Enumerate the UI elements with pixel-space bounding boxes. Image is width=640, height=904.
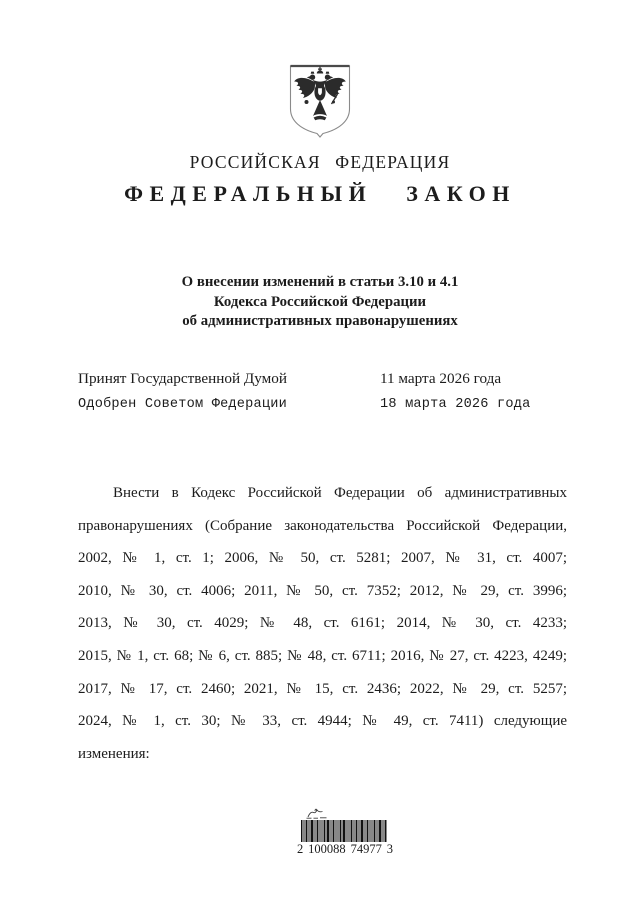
- body-line: 2017, № 17, ст. 2460; 2021, № 15, ст. 2436; 2022, № 29, ст. 5257;: [78, 680, 567, 697]
- ean-barcode-icon: [301, 820, 387, 842]
- barcode-digit-group: 3: [386, 842, 393, 856]
- body-line: 2024, № 1, ст. 30; № 33, ст. 4944; № 49, ст. 7411) следующие: [78, 713, 567, 730]
- duma-adoption-label: Принят Государственной Думой: [78, 370, 287, 387]
- council-approval-label: Одобрен Советом Федерации: [78, 397, 287, 412]
- law-title-line-2: Кодекса Российской Федерации: [213, 293, 427, 310]
- law-title-line-3: об административных правонарушениях: [182, 313, 458, 329]
- russia-coat-of-arms-icon: [288, 63, 352, 140]
- body-line: 2010, № 30, ст. 4006; 2011, № 50, ст. 7352; 2012, № 29, ст. 3996;: [78, 582, 567, 599]
- duma-adoption-date: 11 марта 2026 года: [380, 370, 502, 387]
- print-registration-mark-icon: [305, 807, 331, 820]
- country-header: РОССИЙСКАЯ ФЕДЕРАЦИЯ: [189, 152, 451, 172]
- law-title-line-1: О внесении изменений в статьи 3.10 и 4.1: [181, 274, 459, 290]
- body-line: 2013, № 30, ст. 4029; № 48, ст. 6161; 2014, № 30, ст. 4233;: [78, 615, 567, 632]
- body-line: 2015, № 1, ст. 68; № 6, ст. 885; № 48, ст. 6711; 2016, № 27, ст. 4223, 4249;: [78, 647, 567, 664]
- council-approval-date: 18 марта 2026 года: [380, 397, 531, 412]
- body-line: Внести в Кодекс Российской Федерации об административных: [113, 485, 567, 501]
- body-line: правонарушениях (Собрание законодательства Российской Федерации,: [78, 517, 567, 534]
- barcode-block: [297, 807, 397, 857]
- barcode-digits: [297, 842, 393, 857]
- body-line: 2002, № 1, ст. 1; 2006, № 50, ст. 5281; 2007, № 31, ст. 4007;: [78, 550, 567, 567]
- law-body-paragraph: [78, 477, 567, 770]
- body-line: изменения:: [78, 745, 150, 762]
- law-title: [0, 273, 640, 332]
- barcode-digit-group: 100088: [308, 842, 346, 856]
- barcode-digit-group: 74977: [350, 842, 382, 856]
- document-type-heading: ФЕДЕРАЛЬНЫЙ ЗАКОН: [124, 181, 516, 206]
- barcode-digit-group: 2: [297, 842, 304, 856]
- adoption-row-council: [78, 397, 580, 417]
- adoption-row-duma: [78, 370, 580, 390]
